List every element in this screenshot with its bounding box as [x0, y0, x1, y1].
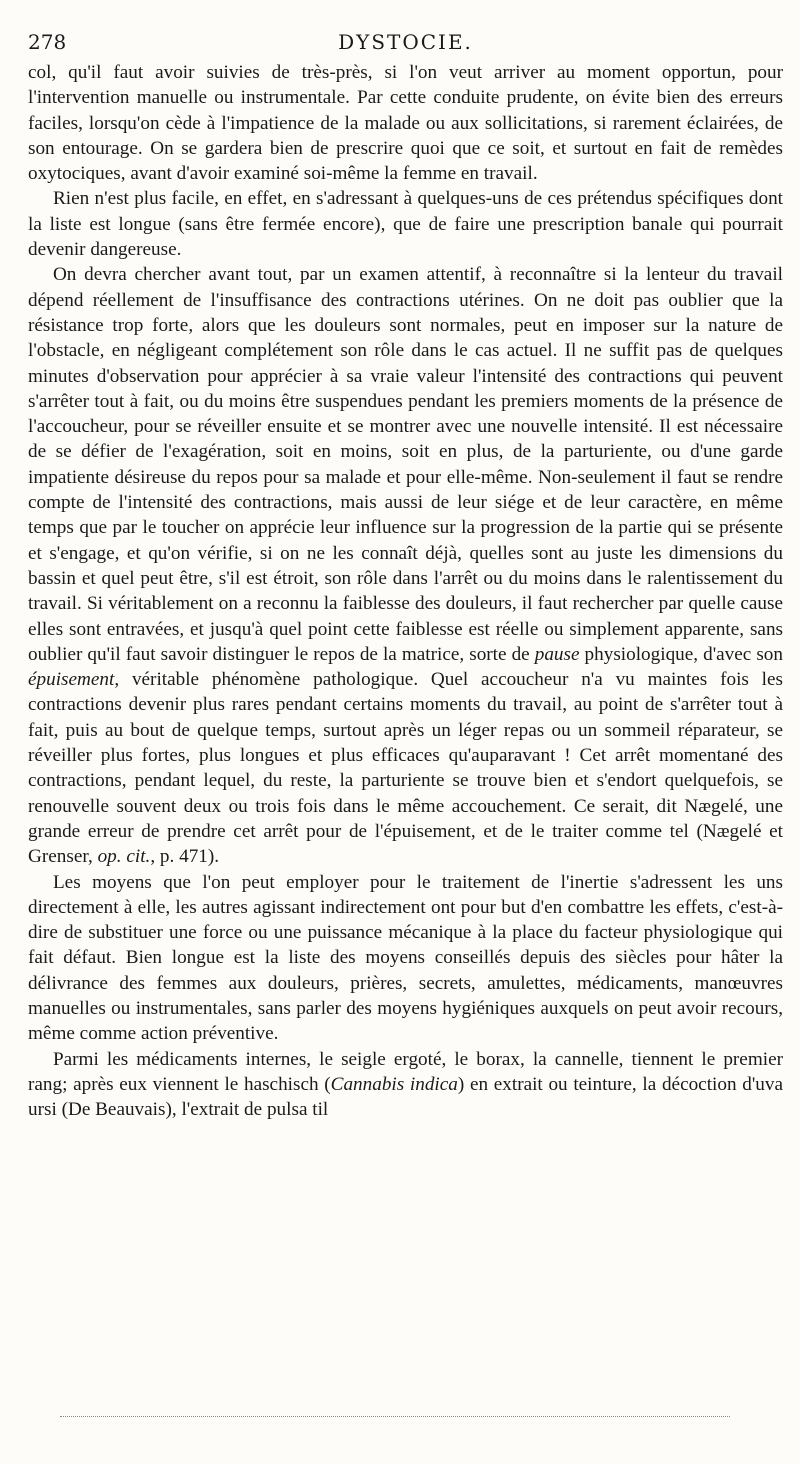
book-page [28, 22, 783, 1122]
paragraph [28, 1047, 783, 1123]
body-text [28, 60, 783, 1122]
text-run: Parmi les médicaments internes, le seigle ergoté, le borax, la cannelle, tiennent le premier rang; après eux viennent le haschisch ( [28, 1048, 783, 1095]
italic-text: pause [534, 643, 580, 665]
paragraph [28, 186, 783, 262]
text-run: ) en extrait ou teinture, la décoction d'uva ursi (De Beauvais), l'extrait de pulsa til [28, 1073, 783, 1121]
text-run: Les moyens que l'on peut employer pour le traitement de l'inertie s'adressent les uns directement à elle, les autres agissant indirectement ont pour but d'en combattre les effets, c'est-à-dire de substituer une force ou une puissance mécanique à la place du facteur physiologique qui fait défaut. Bien longue est la liste des moyens conseillés depuis des siècles pour hâter la délivrance des femmes aux douleurs, prières, secrets, amulettes, médicaments, manœuvres manuelles ou instrumentales, sans parler des moyens hygiéniques auxquels on peut avoir recours, même comme action préventive. [28, 871, 783, 1045]
paragraph [28, 60, 783, 186]
page-number: 278 [28, 30, 67, 54]
italic-text: épuisement [28, 669, 115, 691]
italic-text: op. cit. [97, 846, 151, 868]
text-run: physiologique, d'avec son [579, 643, 783, 665]
italic-text: Cannabis indica [330, 1073, 458, 1095]
running-title: DYSTOCIE. [338, 30, 473, 54]
paragraph [28, 262, 783, 869]
page-header [28, 22, 783, 60]
footer-rule [60, 1416, 730, 1417]
text-run: col, qu'il faut avoir suivies de très-près, si l'on veut arriver au moment opportun, pour l'intervention manuelle ou instrumentale. Par cette conduite prudente, on évite bien des erreurs faciles, lorsqu'on cède à l'impatience de la malade ou aux sollicitations, si rarement éclairées, de son entourage. On se gardera bien de prescrire quoi que ce soit, et surtout en fait de remèdes oxytociques, avant d'avoir examiné soi-même la femme en travail. [28, 62, 783, 185]
text-run: Rien n'est plus facile, en effet, en s'adressant à quelques-uns de ces prétendus spécifiques dont la liste est longue (sans être fermée encore), que de faire une prescription banale qui pourrait devenir dangereuse. [28, 188, 783, 261]
text-run: On devra chercher avant tout, par un examen attentif, à reconnaître si la lenteur du travail dépend réellement de l'insuffisance des contractions utérines. On ne doit pas oublier que la résistance trop forte, alors que les douleurs sont normales, peut en imposer sur la nature de l'obstacle, en négligeant complétement son rôle dans le cas actuel. Il ne suffit pas de quelques minutes d'observation pour apprécier à sa vraie valeur l'intensité des contractions qui peuvent s'arrêter tout à fait, ou du moins être suspendues pendant les premiers moments de la présence de l'accoucheur, pour se réveiller ensuite et se montrer avec une nouvelle intensité. Il est nécessaire de se défier de l'exagération, soit en moins, soit en plus, de la parturiente, ou d'une garde impatiente désireuse du repos pour sa malade et pour elle-même. Non-seulement il faut se rendre compte de l'intensité des contractions, mais aussi de leur siége et de leur caractère, en même temps que par le toucher on apprécie leur influence sur la progression de la partie qui se présente et s'engage, et qu'on vérifie, si on ne les connaît déjà, quelles sont au juste les dimensions du bassin et quel peut être, s'il est étroit, son rôle dans l'arrêt ou du moins dans le ralentissement du travail. Si véritablement on a reconnu la faiblesse des douleurs, il faut rechercher par quelle cause elles sont entravées, et jusqu'à quel point cette faiblesse est réelle ou simplement apparente, sans oublier qu'il faut savoir distinguer le repos de la matrice, sorte de [28, 264, 783, 665]
text-run: , véritable phénomène pathologique. Quel accoucheur n'a vu maintes fois les contractions devenir plus rares pendant certains moments du travail, au point de s'arrêter tout à fait, puis au bout de quelque temps, surtout après un léger repas ou un sommeil réparateur, se réveiller plus fortes, plus longues et plus efficaces qu'auparavant ! Cet arrêt momentané des contractions, pendant lequel, du reste, la parturiente se trouve bien et s'endort quelquefois, se renouvelle souvent deux ou trois fois dans le même accouchement. Ce serait, dit Nægelé, une grande erreur de prendre cet arrêt pour de l'épuisement, et de le traiter comme tel (Nægelé et Grenser, [28, 669, 783, 868]
text-run: , p. 471). [150, 846, 220, 868]
paragraph [28, 870, 783, 1047]
